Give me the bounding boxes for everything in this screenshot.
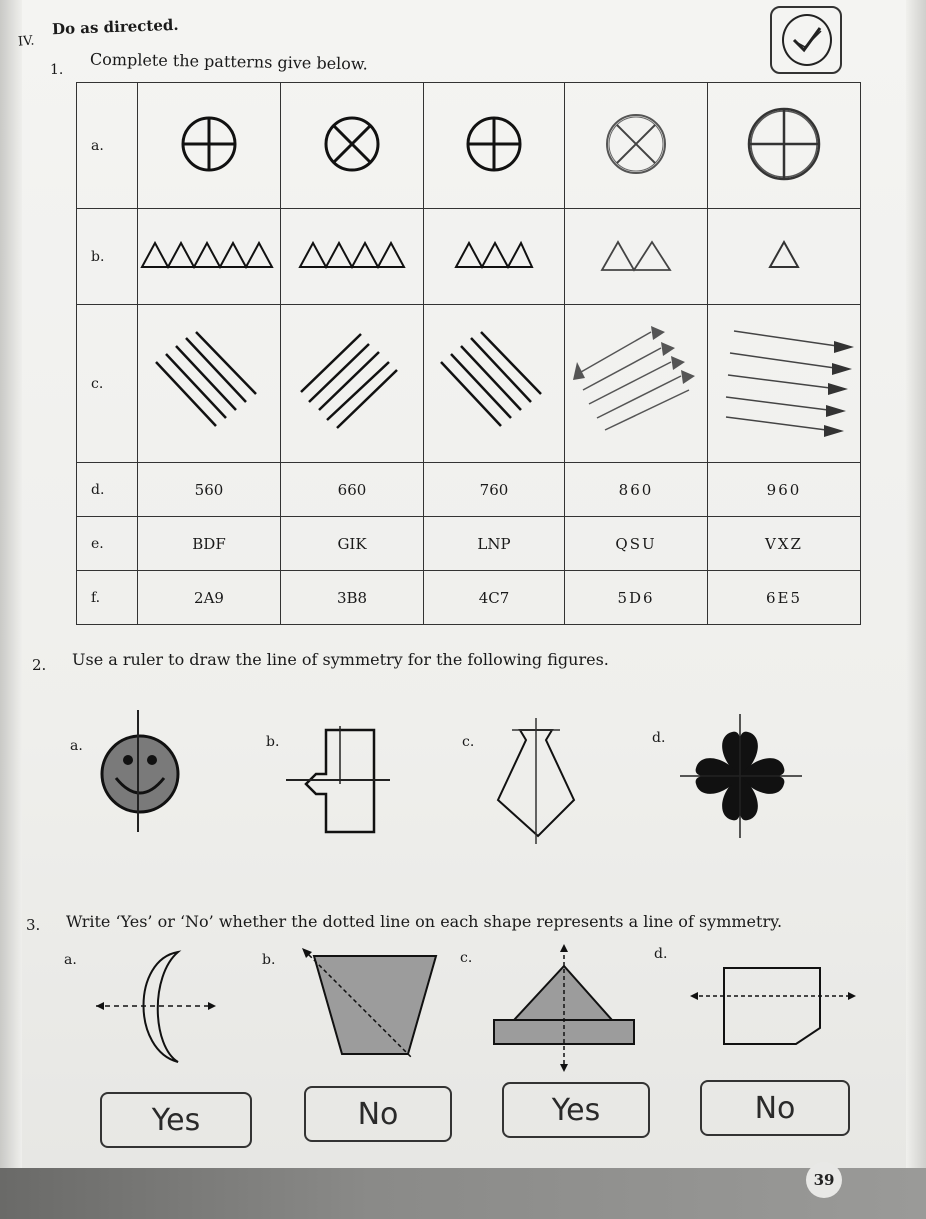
pattern-cell: GIK: [281, 517, 424, 571]
row-label: f.: [77, 571, 138, 625]
pattern-cell-answer: [565, 305, 708, 463]
circle-plus-icon: [179, 114, 239, 174]
q2-label-c: c.: [462, 734, 475, 750]
pattern-cell: [424, 83, 565, 209]
triangles-4-icon: [298, 241, 406, 269]
circle-plus-icon: [464, 114, 524, 174]
arrows-down-right-icon: [154, 332, 264, 432]
q3-label-a: a.: [64, 952, 77, 968]
q2-label-b: b.: [266, 734, 280, 750]
drawn-circle-x-icon: [603, 111, 669, 177]
checkmark-icon: [784, 16, 830, 64]
page-shadow-right: [906, 0, 926, 1219]
q2-number: 2.: [32, 656, 47, 674]
pattern-row-f: [77, 571, 861, 625]
pattern-cell: BDF: [138, 517, 281, 571]
answer-box-d[interactable]: No: [700, 1080, 850, 1136]
clover-shape-figure: [676, 712, 806, 842]
pattern-cell-answer: [708, 305, 861, 463]
pattern-cell-answer: 860: [565, 463, 708, 517]
q1-number: 1.: [50, 62, 64, 78]
pattern-cell-answer: VXZ: [708, 517, 861, 571]
circle-x-icon: [322, 114, 382, 174]
pattern-cell: LNP: [424, 517, 565, 571]
row-label: b.: [77, 209, 138, 305]
pattern-cell: 4C7: [424, 571, 565, 625]
pattern-cell-answer: [565, 83, 708, 209]
q3-label-d: d.: [654, 946, 668, 962]
teacher-check-box: [770, 6, 842, 74]
row-label: a.: [77, 83, 138, 209]
arrows-down-right-icon: [439, 332, 549, 432]
triangles-5-icon: [140, 241, 278, 269]
row-label: d.: [77, 463, 138, 517]
pattern-cell: [138, 305, 281, 463]
triangle-on-bar-figure: [492, 944, 642, 1074]
drawn-triangles-2-icon: [598, 238, 674, 272]
pattern-cell-answer: [708, 83, 861, 209]
pattern-cell-answer: QSU: [565, 517, 708, 571]
crescent-figure: [92, 946, 222, 1066]
pattern-cell: [281, 83, 424, 209]
page-number: 39: [806, 1162, 842, 1198]
pattern-cell: 660: [281, 463, 424, 517]
pattern-cell-answer: 960: [708, 463, 861, 517]
pattern-cell-answer: 6E5: [708, 571, 861, 625]
drawn-circle-plus-icon: [745, 105, 823, 183]
pattern-row-d: [77, 463, 861, 517]
pattern-cell-answer: 5D6: [565, 571, 708, 625]
tie-shape-figure: [490, 716, 590, 846]
answer-box-c[interactable]: Yes: [502, 1082, 650, 1138]
drawn-arrows-icon: [571, 322, 701, 442]
arrows-up-right-icon: [297, 332, 407, 432]
q2-label-d: d.: [652, 730, 666, 746]
row-label: e.: [77, 517, 138, 571]
pattern-row-c: [77, 305, 861, 463]
pattern-cell: 760: [424, 463, 565, 517]
answer-box-b[interactable]: No: [304, 1086, 452, 1142]
pattern-cell: [281, 305, 424, 463]
pattern-cell: [281, 209, 424, 305]
section-title: Do as directed.: [51, 15, 179, 39]
q3-instruction: Write ‘Yes’ or ‘No’ whether the dotted line on each shape represents a line of symmetry.: [66, 912, 783, 931]
page-shadow-left: [0, 0, 22, 1219]
triangles-3-icon: [454, 241, 534, 269]
answer-box-a[interactable]: Yes: [100, 1092, 252, 1148]
pattern-table: [76, 82, 861, 625]
arrow-shape-figure: [282, 724, 392, 844]
q2-instruction: Use a ruler to draw the line of symmetry for the following figures.: [72, 650, 609, 669]
page-footer-band: [0, 1168, 926, 1219]
q3-label-c: c.: [460, 950, 473, 966]
pattern-cell: 3B8: [281, 571, 424, 625]
smiley-face-figure: [98, 708, 188, 838]
section-number: IV.: [17, 33, 35, 50]
drawn-triangle-1-icon: [766, 239, 802, 271]
pattern-cell: [424, 305, 565, 463]
pattern-cell-answer: [565, 209, 708, 305]
pattern-cell: [138, 209, 281, 305]
pattern-cell: [138, 83, 281, 209]
pattern-row-a: [77, 83, 861, 209]
pattern-cell: [424, 209, 565, 305]
pattern-cell-answer: [708, 209, 861, 305]
pocket-shape-figure: [688, 962, 858, 1052]
check-circle: [782, 14, 832, 66]
q2-label-a: a.: [70, 738, 83, 754]
trapezoid-figure: [300, 950, 440, 1060]
pattern-cell: 560: [138, 463, 281, 517]
q1-instruction: Complete the patterns give below.: [89, 49, 368, 74]
q3-number: 3.: [26, 916, 41, 934]
q3-label-b: b.: [262, 952, 276, 968]
drawn-arrows-icon: [714, 317, 854, 447]
pattern-row-e: [77, 517, 861, 571]
pattern-cell: 2A9: [138, 571, 281, 625]
row-label: c.: [77, 305, 138, 463]
pattern-row-b: [77, 209, 861, 305]
